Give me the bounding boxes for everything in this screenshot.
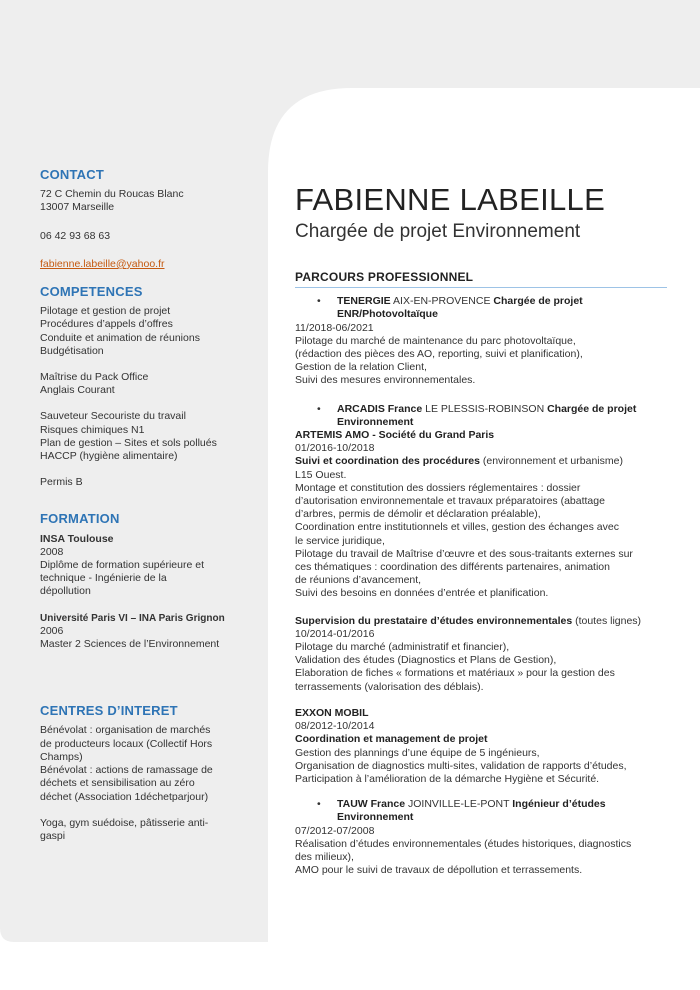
task-detail: (toutes lignes): [572, 614, 642, 627]
candidate-name: FABIENNE LABEILLE: [295, 182, 606, 217]
company-name: EXXON MOBIL: [295, 706, 369, 719]
role-title: Chargée de projet: [547, 402, 637, 415]
formation-school: INSA Toulouse: [40, 532, 114, 545]
dates: 08/2012-10/2014: [295, 720, 375, 733]
description-line: d’arbres, permis de démolir et déclaration préalable),: [295, 508, 541, 521]
address-line-2: 13007 Marseille: [40, 201, 115, 214]
interet-line: Bénévolat : actions de ramassage de: [40, 764, 213, 777]
company-location: LE PLESSIS-ROBINSON: [425, 402, 545, 415]
contact-section: [40, 168, 255, 271]
description-line: Pilotage du marché (administratif et financier),: [295, 641, 510, 654]
interet-line: déchets et sensibilisation au zéro: [40, 777, 195, 790]
competence-item: Budgétisation: [40, 344, 104, 357]
competence-item: Procédures d’appels d’offres: [40, 318, 173, 331]
competence-item: Anglais Courant: [40, 384, 115, 397]
company-name: ARCADIS France: [337, 402, 423, 415]
formation-school: Université Paris VI – INA Paris Grignon: [40, 612, 225, 624]
interet-line: Champs): [40, 750, 83, 763]
description-line: Suivi des mesures environnementales.: [295, 374, 476, 387]
email-link[interactable]: fabienne.labeille@yahoo.fr: [40, 257, 165, 270]
company-location: AIX-EN-PROVENCE: [393, 295, 491, 308]
company-name: TAUW France: [337, 798, 406, 811]
description-line: des milieux),: [295, 850, 354, 863]
description-line: Gestion des plannings d’une équipe de 5 ingénieurs,: [295, 746, 540, 759]
description-line: Coordination entre institutionnels et villes, gestion des échanges avec: [295, 521, 619, 534]
formation-year: 2008: [40, 545, 64, 558]
description-line: L15 Ouest.: [295, 468, 347, 481]
bullet-icon: •: [317, 402, 321, 415]
interet-line: gaspi: [40, 829, 66, 842]
experience-header: [295, 798, 667, 824]
description-line: AMO pour le suivi de travaux de dépollution et terrassements.: [295, 864, 583, 877]
description-line: (rédaction des pièces des AO, reporting, suivi et planification),: [295, 348, 583, 361]
interet-line: Bénévolat : organisation de marchés: [40, 724, 211, 737]
competence-item: Plan de gestion – Sites et sols pollués: [40, 436, 217, 449]
competence-item: HACCP (hygiène alimentaire): [40, 450, 178, 463]
description-line: Participation à l’amélioration de la démarche Hygiène et Sécurité.: [295, 772, 600, 785]
experience-tauw: [295, 798, 667, 877]
description-line: d’autorisation environnementale et travaux préparatoires (abattage: [295, 495, 605, 508]
main-content: [295, 182, 667, 877]
dates: 01/2016-10/2018: [295, 442, 375, 455]
role-title-cont: Environnement: [337, 811, 414, 824]
contact-heading: CONTACT: [40, 167, 104, 182]
formation-year: 2006: [40, 624, 64, 637]
description-line: Pilotage du marché de maintenance du parc photovoltaïque,: [295, 334, 576, 347]
description-line: Gestion de la relation Client,: [295, 361, 427, 374]
formation-detail: Master 2 Sciences de l’Environnement: [40, 638, 220, 651]
dates: 11/2018-06/2021: [295, 321, 374, 334]
description-line: Validation des études (Diagnostics et Plans de Gestion),: [295, 654, 557, 667]
address-line-1: 72 C Chemin du Roucas Blanc: [40, 188, 184, 201]
description-line: Elaboration de fiches « formations et matériaux » pour la gestion des: [295, 667, 615, 680]
interet-line: de producteurs locaux (Collectif Hors: [40, 737, 213, 750]
role-title: Ingénieur d’études: [512, 798, 606, 811]
description-line: Pilotage du travail de Maîtrise d’œuvre et des sous-traitants externes sur: [295, 547, 633, 560]
competence-item: Maîtrise du Pack Office: [40, 371, 149, 384]
competence-item: Sauveteur Secouriste du travail: [40, 410, 186, 423]
parcours-heading: PARCOURS PROFESSIONNEL: [295, 271, 667, 288]
role-title-cont: Environnement: [337, 415, 414, 428]
job-title: Chargée de projet Environnement: [295, 221, 581, 242]
experience-exxon: [295, 707, 667, 786]
experience-tenergie: [295, 295, 667, 387]
task-title: Suivi et coordination des procédures: [295, 455, 480, 468]
interets-section: [40, 704, 255, 843]
competences-section: [40, 285, 255, 489]
description-line: Réalisation d’études environnementales (études historiques, diagnostics: [295, 837, 632, 850]
formation-detail: Diplôme de formation supérieure et: [40, 559, 205, 572]
description-line: Montage et constitution des dossiers réglementaires : dossier: [295, 481, 581, 494]
client-name: ARTEMIS AMO - Société du Grand Paris: [295, 429, 495, 442]
formation-heading: FORMATION: [40, 511, 120, 527]
sidebar: [40, 168, 255, 843]
role-title-cont: ENR/Photovoltaïque: [337, 308, 438, 321]
phone-number: 06 42 93 68 63: [40, 229, 111, 242]
dates: 07/2012-07/2008: [295, 824, 375, 837]
company-name: TENERGIE: [337, 295, 391, 308]
company-location: JOINVILLE-LE-PONT: [407, 798, 510, 811]
competences-heading: COMPETENCES: [40, 284, 143, 300]
bullet-icon: •: [317, 798, 321, 811]
interets-heading: CENTRES D’INTERET: [40, 703, 178, 719]
task-title: Supervision du prestataire d’études environnementales: [295, 614, 573, 627]
competence-item: Risques chimiques N1: [40, 423, 145, 436]
task-title: Coordination et management de projet: [295, 733, 488, 746]
formation-detail: dépollution: [40, 585, 91, 598]
bullet-icon: •: [317, 295, 321, 308]
experience-arcadis: [295, 403, 667, 694]
role-title: Chargée de projet: [493, 295, 583, 308]
competence-item: Permis B: [40, 476, 83, 489]
dates: 10/2014-01/2016: [295, 627, 375, 640]
description-line: Suivi des besoins en données d’entrée et planification.: [295, 587, 549, 600]
formation-detail: technique - Ingénierie de la: [40, 572, 167, 585]
interet-line: Yoga, gym suédoise, pâtisserie anti-: [40, 816, 209, 829]
formation-section: [40, 512, 255, 651]
experience-header: [295, 295, 667, 321]
description-line: terrassements (valorisation des déblais).: [295, 680, 484, 693]
description-line: ces thématiques : coordination des différents partenaires, animation: [295, 561, 610, 574]
interet-line: déchet (Association 1déchetparjour): [40, 790, 209, 803]
competence-item: Pilotage et gestion de projet: [40, 305, 171, 318]
task-detail: (environnement et urbanisme): [479, 455, 623, 468]
experience-header: [295, 403, 667, 429]
description-line: Organisation de diagnostics multi-sites, validation de rapports d’études,: [295, 759, 627, 772]
description-line: de réunions d’avancement,: [295, 574, 422, 587]
description-line: le service juridique,: [295, 534, 385, 547]
competence-item: Conduite et animation de réunions: [40, 331, 200, 344]
